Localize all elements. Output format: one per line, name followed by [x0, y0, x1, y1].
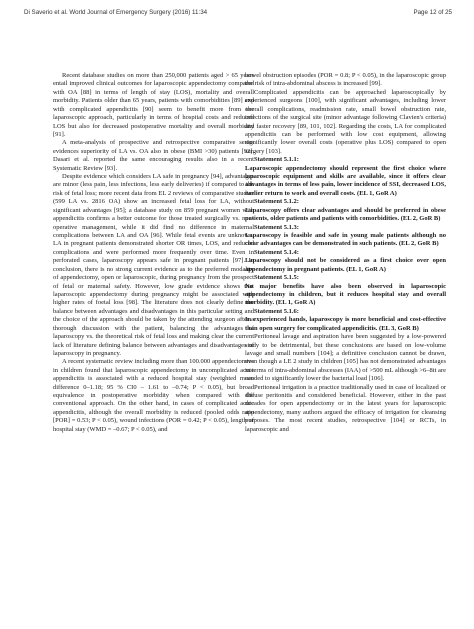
paragraph: Peritoneal irrigation is a practice traditionally used in case of localized or diffuse peritonitis and considered beneficial. However, either in the past decades for open appendectomy or in the latest years for laparoscopic appendectomy, many authors argued the efficacy of irrigation for cleansing purposes. The most recent studies, retrospective [104] or RCTs, in laparoscopic and: [245, 383, 446, 433]
paragraph: Complicated appendicitis can be approached laparoscopically by experienced surgeons [100], with significant advantages, including lower overall complications, readmission rate, small bowel obstruction rate, infections of the surgical site (minor advantage following Clavien's criteria) and faster recovery [89, 101, 102]. Regarding the costs, LA for complicated appendicitis can be performed with low cost equipment, allowing significantly lower overall costs (operative plus LOS) compared to open surgery [103].: [245, 88, 446, 155]
page-number: Page 12 of 25: [413, 9, 452, 16]
paragraph: A meta-analysis of prospective and retrospective comparative series evidences superiority of LA vs. OA also in obese (BMI >30) patients [92]. Dasari et al. reported the same encouraging results also in a recent Systematic Review [93].: [53, 139, 254, 172]
right-text-column: [245, 72, 446, 434]
statement-heading: Statement 5.1.3:: [254, 223, 299, 231]
statement-heading: Statement 5.1.5:: [254, 274, 299, 282]
paragraph: Despite evidence which considers LA safe in pregnancy [94], advantages are minor (less pain, less infections, less early deliveries) if compared to the risk of fetal loss; more recent data from EL 2 reviews of comparative studies (599 LA vs. 2816 OA) show an increased fetal loss for LA, without significant advantages [95]; a database study on 859 pregnant women with appendicitis confirms a better outcome for those treated surgically vs. non-operative management, while it did find no difference in maternal complications between LA and OA [96]. While fetal events are unknown, LA in pregnant patients demonstrated shorter OR times, LOS, and reduced complications and were performed more frequently over time. Even in perforated cases, laparoscopy appears safe in pregnant patients [97]. In conclusion, there is no strong current evidence as to the preferred modality of appendectomy, open or laparoscopic, during pregnancy from the prospect of fetal or maternal safety. However, low grade evidence shows that laparoscopic appendectomy during pregnancy might be associated with higher rates of foetal loss [98]. The literature does not clearly define the balance between advantages and disadvantages in this particular setting and the choice of the approach should be taken by the attending surgeon after a thorough discussion with the patient, balancing the advantages of laparoscopy vs. the theoretical risk of fetal loss and making clear the current lack of literature defining balance between advantages and disadvantages of laparoscopy in pregnancy.: [53, 173, 254, 357]
statement-text: Laparoscopy should not be considered as a first choice over open appendectomy in pregnant patients. (EL 1, GoR A): [245, 257, 446, 273]
journal-citation: Di Saverio et al. World Journal of Emergency Surgery (2016) 11:34: [24, 9, 208, 16]
statement-heading: Statement 5.1.2:: [254, 198, 299, 206]
statement-text: In experienced hands, laparoscopy is more beneficial and cost-effective than open surgery for complicated appendicitis. (EL 3, GoR B): [245, 316, 446, 332]
statement-heading: Statement 5.1.6:: [254, 307, 299, 315]
statement-heading: Statement 5.1.4:: [254, 248, 299, 256]
statement-text: No major benefits have also been observed in laparoscopic appendectomy in children, but it reduces hospital stay and overall morbidity. (EL 1, GoR A): [245, 282, 446, 307]
paragraph: A recent systematic review including more than 100.000 appendectomies in children found that laparoscopic appendectomy in uncomplicated acute appendicitis is associated with a reduced hospital stay (weighted mean difference 0–1.18; 95 % CI0 – 1.61 to –0.74; P < 0.05), but broad equivalence in postoperative morbidity when compared with the conventional approach. On the other hand, in cases of complicated acute appendicitis, although the overall morbidity is reduced (pooled odds ratio [POR] = 0.53; P < 0.05), wound infections (POR = 0.42; P < 0.05), length of hospital stay (WMD = –0.67; P < 0.05), and: [53, 358, 254, 433]
statement-heading: Statement 5.1.1:: [254, 156, 299, 164]
statement-text: Laparoscopic appendectomy should represent the first choice where laparoscopic equipment and skills are available, since it offers clear advantages in terms of less pain, lower incidence of SSI, decreased LOS, earlier return to work and overall costs. (EL 1, GoR A): [245, 164, 446, 197]
left-text-column: [53, 72, 254, 434]
paragraph: Peritoneal lavage and aspiration have been suggested by a low-powered study to be detrimental, but these conclusions are based on low-volume lavage and small numbers [104]; a definitive conclusion cannot be drawn, even though a LE 2 study in children [105] has not demonstrated advantages in terms of intra-abdominal abscesses (IAA) of >500 mL although >6–8tt are needed to significantly lower the bacterial load [106].: [245, 333, 446, 383]
statement-text: Laparoscopy is feasible and safe in young male patients although no clear advantages can be demonstrated in such patients. (EL 2, GoR B): [245, 232, 446, 248]
statement-text: Laparoscopy offers clear advantages and should be preferred in obese patients, older patients and patients with comorbidities. (EL 2, GoR B): [245, 206, 446, 223]
paragraph: Recent database studies on more than 250,000 patients aged > 65 years entail improved clinical outcomes for laparoscopic appendectomy compared with OA [88] in terms of length of stay (LOS), mortality and overall morbidity. Patients older than 65 years, patients with comorbidities [89] and with complicated appendicitis [90] seem to benefit more from the laparoscopic approach, particularly in terms of hospital costs and reduced LOS but also for decreased postoperative mortality and overall morbidity [91].: [53, 72, 254, 138]
paragraph-continued: bowel obstruction episodes (POR = 0.8; P < 0.05), in the laparoscopic group the risk of intra-abdominal abscess is increased [99].: [245, 72, 446, 88]
